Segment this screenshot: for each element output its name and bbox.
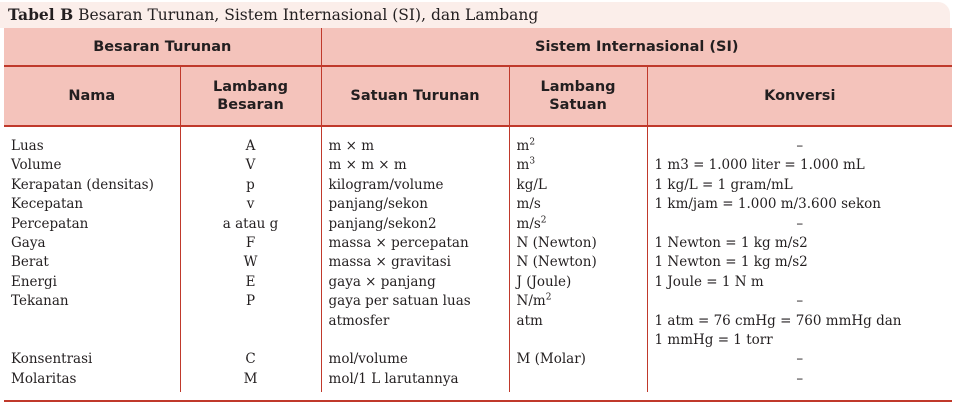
cell-lambang-satuan: [509, 176, 647, 195]
cell-lambang-satuan: [509, 156, 647, 175]
cell-lambang-satuan: [509, 126, 647, 156]
table-row: [4, 176, 952, 195]
cell-satuan-turunan: gaya × panjang: [321, 273, 509, 292]
cell-lambang-satuan: [509, 292, 647, 311]
cell-konversi: 1 kg/L = 1 gram/mL: [647, 176, 952, 195]
cell-nama: Kecepatan: [11, 196, 84, 213]
table-row: [4, 292, 952, 311]
lambang-satuan-text: N (Newton): [516, 254, 597, 271]
cell-nama: Molaritas: [11, 370, 77, 387]
cell-satuan-turunan: mol/volume: [321, 350, 509, 369]
lambang-satuan-exponent: 2: [545, 292, 552, 303]
cell-konversi: 1 km/jam = 1.000 m/3.600 sekon: [647, 195, 952, 214]
cell-konversi: 1 Joule = 1 N m: [647, 273, 952, 292]
lambang-satuan-text: N (Newton): [516, 235, 597, 252]
cell-nama: Kerapatan (densitas): [11, 176, 154, 193]
table-row: [4, 195, 952, 214]
cell-lambang-besaran: M: [180, 370, 321, 392]
table-row: [4, 273, 952, 292]
table-row: [4, 234, 952, 253]
cell-satuan-turunan: atmosfer: [321, 312, 509, 331]
lambang-satuan-exponent: 3: [529, 156, 536, 167]
cell-lambang-besaran: W: [180, 253, 321, 272]
header-lambang-besaran: Lambang Besaran: [180, 66, 321, 126]
cell-satuan-turunan: panjang/sekon: [321, 195, 509, 214]
lambang-satuan-text: N/m: [516, 293, 546, 310]
lambang-satuan-text: m: [516, 138, 530, 154]
table-row: [4, 370, 952, 392]
cell-satuan-turunan: massa × percepatan: [321, 234, 509, 253]
cell-konversi: 1 Newton = 1 kg m/s2: [647, 234, 952, 253]
header-group-si: Sistem Internasional (SI): [321, 28, 952, 66]
cell-lambang-besaran: V: [180, 156, 321, 175]
cell-lambang-besaran: [180, 312, 321, 331]
cell-lambang-satuan: [509, 195, 647, 214]
caption-text: Besaran Turunan, Sistem Internasional (SI), dan Lambang: [78, 6, 539, 24]
table-body: [4, 126, 952, 392]
cell-nama: Gaya: [11, 235, 46, 252]
cell-satuan-turunan: mol/1 L larutannya: [321, 370, 509, 392]
table-caption: [0, 2, 950, 28]
lambang-satuan-text: kg/L: [516, 176, 547, 193]
cell-nama: Percepatan: [11, 215, 89, 232]
cell-satuan-turunan: [321, 331, 509, 350]
cell-konversi: 1 mmHg = 1 torr: [647, 331, 952, 350]
cell-nama: [4, 312, 180, 331]
derived-quantities-table: [4, 28, 952, 392]
cell-lambang-besaran: C: [180, 350, 321, 369]
table-bottom-rule: [4, 400, 952, 402]
cell-lambang-besaran: P: [180, 292, 321, 311]
cell-lambang-satuan: [509, 312, 647, 331]
header-satuan-turunan: Satuan Turunan: [321, 66, 509, 126]
lambang-satuan-text: M (Molar): [516, 351, 586, 368]
lambang-satuan-exponent: 2: [540, 215, 547, 226]
cell-konversi: –: [647, 370, 952, 392]
lambang-satuan-text: m: [516, 157, 530, 174]
cell-lambang-besaran: F: [180, 234, 321, 253]
cell-konversi: –: [647, 215, 952, 234]
cell-lambang-besaran: v: [180, 195, 321, 214]
cell-lambang-besaran: a atau g: [180, 215, 321, 234]
cell-nama: Tekanan: [11, 293, 69, 310]
table-row: [4, 253, 952, 272]
cell-nama: Luas: [11, 138, 44, 154]
cell-lambang-satuan: [509, 350, 647, 369]
table-row: [4, 312, 952, 331]
lambang-satuan-text: m/s: [516, 196, 541, 213]
lambang-satuan-exponent: 2: [529, 137, 536, 148]
cell-lambang-satuan: [509, 370, 647, 392]
cell-satuan-turunan: m × m × m: [321, 156, 509, 175]
caption-label: Tabel B: [8, 5, 74, 24]
cell-lambang-besaran: A: [180, 126, 321, 156]
cell-lambang-satuan: [509, 273, 647, 292]
table-row: [4, 215, 952, 234]
lambang-satuan-text: J (Joule): [516, 273, 572, 290]
cell-nama: Berat: [11, 254, 49, 271]
cell-konversi: –: [647, 126, 952, 156]
cell-konversi: 1 Newton = 1 kg m/s2: [647, 253, 952, 272]
cell-konversi: 1 atm = 76 cmHg = 760 mmHg dan: [647, 312, 952, 331]
cell-satuan-turunan: panjang/sekon2: [321, 215, 509, 234]
cell-nama: [4, 331, 180, 350]
header-konversi: Konversi: [647, 66, 952, 126]
table-row: [4, 331, 952, 350]
cell-konversi: –: [647, 292, 952, 311]
table-row: [4, 156, 952, 175]
cell-nama: Volume: [11, 157, 62, 174]
cell-satuan-turunan: kilogram/volume: [321, 176, 509, 195]
header-group-besaran-turunan: Besaran Turunan: [4, 28, 321, 66]
cell-nama: Konsentrasi: [11, 351, 93, 368]
header-lambang-satuan: Lambang Satuan: [509, 66, 647, 126]
cell-satuan-turunan: m × m: [321, 126, 509, 156]
header-nama: Nama: [4, 66, 180, 126]
cell-konversi: 1 m3 = 1.000 liter = 1.000 mL: [647, 156, 952, 175]
cell-lambang-besaran: p: [180, 176, 321, 195]
lambang-satuan-text: atm: [516, 312, 543, 329]
table-row: [4, 350, 952, 369]
cell-lambang-satuan: [509, 215, 647, 234]
cell-nama: Energi: [11, 273, 57, 290]
cell-lambang-besaran: E: [180, 273, 321, 292]
cell-lambang-besaran: [180, 331, 321, 350]
cell-satuan-turunan: massa × gravitasi: [321, 253, 509, 272]
cell-satuan-turunan: gaya per satuan luas: [321, 292, 509, 311]
cell-lambang-satuan: [509, 234, 647, 253]
lambang-satuan-text: m/s: [516, 215, 541, 232]
cell-konversi: –: [647, 350, 952, 369]
cell-lambang-satuan: [509, 253, 647, 272]
cell-lambang-satuan: [509, 331, 647, 350]
table-row: [4, 126, 952, 156]
